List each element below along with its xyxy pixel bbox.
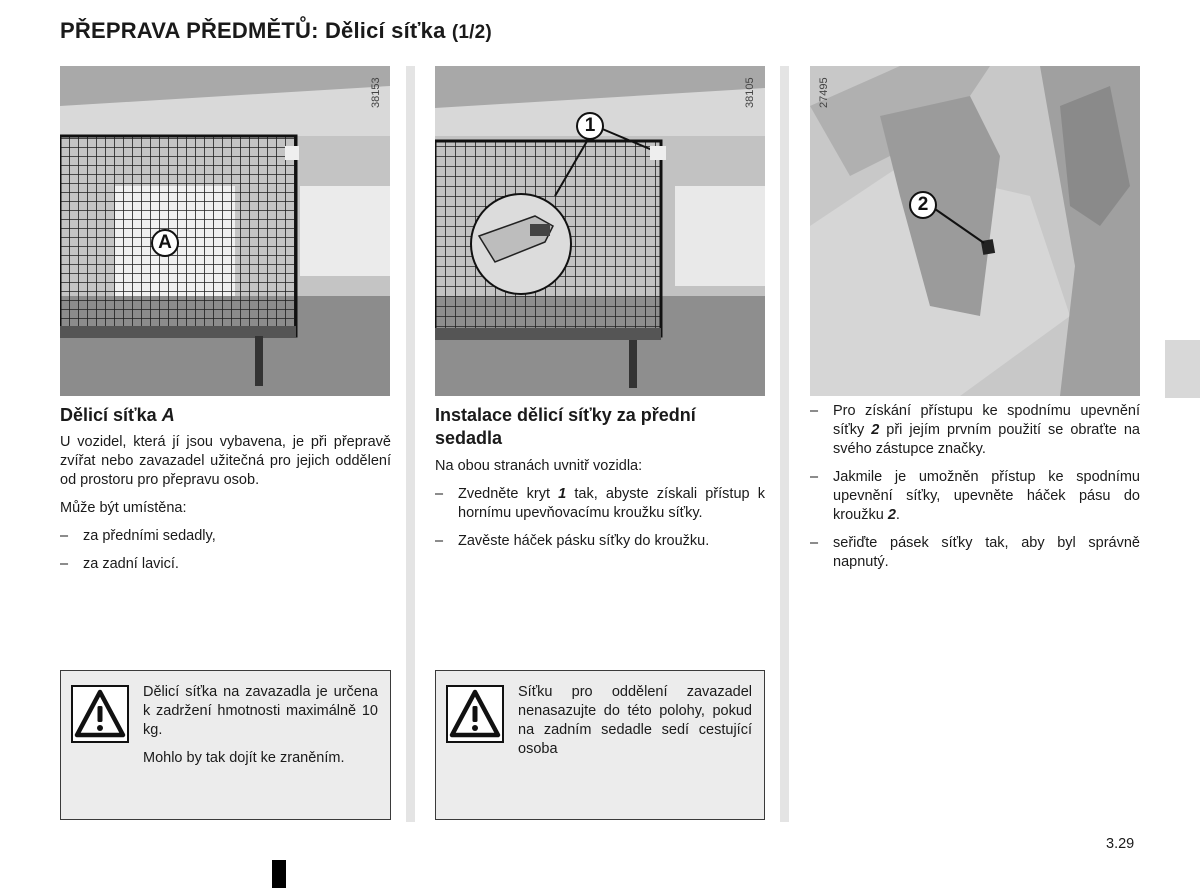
list-item	[60, 527, 391, 546]
paragraph: U vozidel, která jí jsou vybavena, je při přepravě zvířat nebo zavazadel užitečná pro jejich oddělení od prostoru pro přepravu osob.	[60, 434, 391, 488]
paragraph: Může být umístěna:	[60, 500, 187, 516]
dash-bullet: –	[435, 533, 444, 549]
list-item-text: seřiďte pásek síťky tak, aby byl správně napnutý.	[833, 535, 1140, 570]
list-item	[810, 534, 1140, 572]
dash-bullet: –	[810, 535, 819, 551]
dash-bullet: –	[810, 469, 819, 485]
dash-bullet: –	[810, 403, 819, 419]
figure-lower-ring	[810, 66, 1140, 396]
column-1-body	[60, 433, 391, 583]
figure-code: 27495	[818, 77, 830, 108]
list-item	[60, 555, 391, 574]
section-heading-install: Instalace dělicí síťky za přední sedadla	[435, 405, 696, 448]
figure-code: 38153	[370, 77, 382, 108]
column-gutter	[406, 66, 415, 822]
column-gutter	[780, 66, 789, 822]
cargo-net-photo	[60, 66, 390, 396]
page-number: 3.29	[1106, 836, 1135, 852]
callout-a: A	[151, 229, 179, 257]
warning-triangle-icon	[446, 685, 504, 743]
lower-ring-photo	[810, 66, 1140, 396]
warning-text	[518, 683, 752, 768]
list-item-text: Pro získání přístupu ke spodnímu upevnění síťky 2 při jejím prvním použití se obraťte na svého zástupce značky.	[833, 403, 1140, 457]
heading-text: Dělicí síťka	[60, 405, 162, 425]
callout-2: 2	[909, 191, 937, 219]
list-item-text: Zavěste háček pásku síťky do kroužku.	[458, 533, 710, 549]
list-item-text: Zvedněte kryt 1 tak, abyste získali přístup k hornímu upevňovacímu kroužku síťky.	[458, 486, 765, 521]
list-item-text: za zadní lavicí.	[83, 556, 179, 572]
warning-text	[143, 683, 378, 777]
warning-line: Mohlo by tak dojít ke zraněním.	[143, 750, 345, 766]
paragraph: Na obou stranách uvnitř vozidla:	[435, 458, 643, 474]
figure-code: 38105	[744, 77, 756, 108]
list-item	[810, 468, 1140, 525]
callout-1: 1	[576, 112, 604, 140]
dash-bullet: –	[435, 486, 444, 502]
crop-mark	[272, 860, 286, 888]
list-item	[435, 532, 765, 551]
heading-reference: A	[161, 405, 175, 425]
section-heading-net-a	[60, 404, 390, 427]
chapter-tab	[1165, 340, 1200, 398]
warning-triangle-icon	[71, 685, 129, 743]
title-text: PŘEPRAVA PŘEDMĚTŮ: Dělicí síťka	[60, 18, 446, 43]
warning-line: Síťku pro oddělení zavazadel nenasazujte do této polohy, pokud na zadním sedadle sedí cestující osoba	[518, 684, 752, 757]
dash-bullet: –	[60, 556, 69, 572]
column-3-body	[810, 402, 1140, 581]
column-2-body	[435, 457, 765, 560]
list-item	[810, 402, 1140, 459]
figure-cargo-net-a	[60, 66, 390, 396]
list-item-text: Jakmile je umožněn přístup ke spodnímu upevnění síťky, upevněte háček pásu do kroužku 2.	[833, 469, 1140, 523]
list-item	[435, 485, 765, 523]
page-title	[60, 18, 492, 44]
warning-box-weight	[60, 670, 391, 820]
list-item-text: za předními sedadly,	[83, 528, 216, 544]
warning-box-passenger	[435, 670, 765, 820]
warning-line: Dělicí síťka na zavazadla je určena k zadržení hmotnosti maximálně 10 kg.	[143, 684, 378, 738]
page-indicator: (1/2)	[451, 22, 492, 43]
dash-bullet: –	[60, 528, 69, 544]
